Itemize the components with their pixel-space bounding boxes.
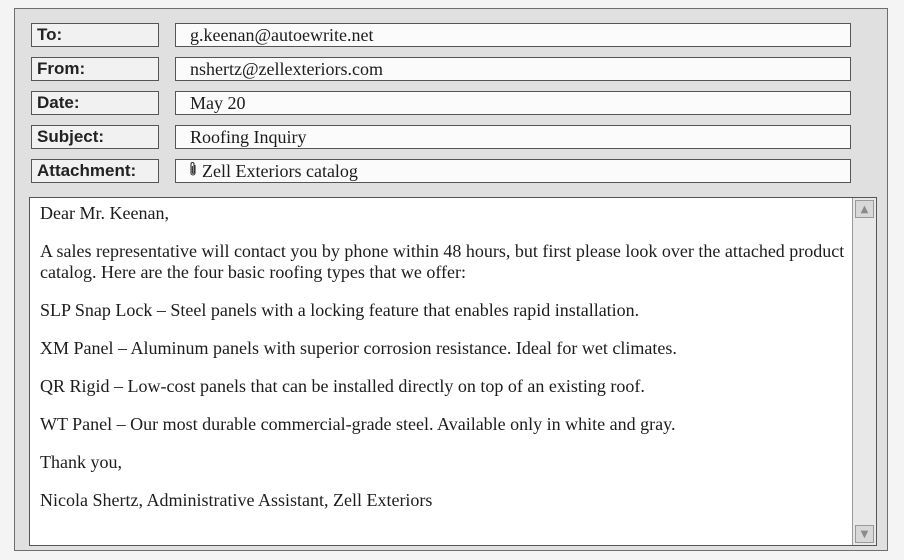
intro-paragraph: A sales representative will contact you by phone within 48 hours, but first please look over the attached product catalog. Here are the four basic roofing types that we offer: [40, 241, 845, 282]
paperclip-icon [188, 160, 198, 182]
date-label: Date: [31, 91, 159, 115]
from-field[interactable]: nshertz@zellexteriors.com [175, 57, 851, 81]
attachment-row [31, 159, 850, 183]
scroll-up-icon[interactable]: ▲ [855, 200, 874, 218]
signature: Nicola Shertz, Administrative Assistant, Zell Exteriors [40, 490, 433, 510]
to-field[interactable]: g.keenan@autoewrite.net [175, 23, 851, 47]
to-row [31, 23, 850, 47]
product-slp: SLP Snap Lock – Steel panels with a locking feature that enables rapid installation. [40, 300, 640, 320]
product-wt: WT Panel – Our most durable commercial-grade steel. Available only in white and gray. [40, 414, 676, 434]
email-window [14, 8, 888, 551]
from-label: From: [31, 57, 159, 81]
message-body[interactable] [29, 197, 877, 546]
product-xm: XM Panel – Aluminum panels with superior corrosion resistance. Ideal for wet climates. [40, 338, 677, 358]
subject-field[interactable]: Roofing Inquiry [175, 125, 851, 149]
attachment-name[interactable]: Zell Exteriors catalog [202, 161, 358, 181]
from-row [31, 57, 850, 81]
scroll-down-icon[interactable]: ▼ [855, 525, 874, 543]
date-field[interactable]: May 20 [175, 91, 851, 115]
to-label: To: [31, 23, 159, 47]
vertical-scrollbar[interactable] [852, 198, 876, 545]
date-row [31, 91, 850, 115]
closing: Thank you, [40, 452, 122, 472]
attachment-label: Attachment: [31, 159, 159, 183]
subject-label: Subject: [31, 125, 159, 149]
greeting: Dear Mr. Keenan, [40, 203, 169, 223]
attachment-field[interactable] [175, 159, 851, 183]
message-text [40, 203, 850, 511]
product-qr: QR Rigid – Low-cost panels that can be installed directly on top of an existing roof. [40, 376, 645, 396]
subject-row [31, 125, 850, 149]
